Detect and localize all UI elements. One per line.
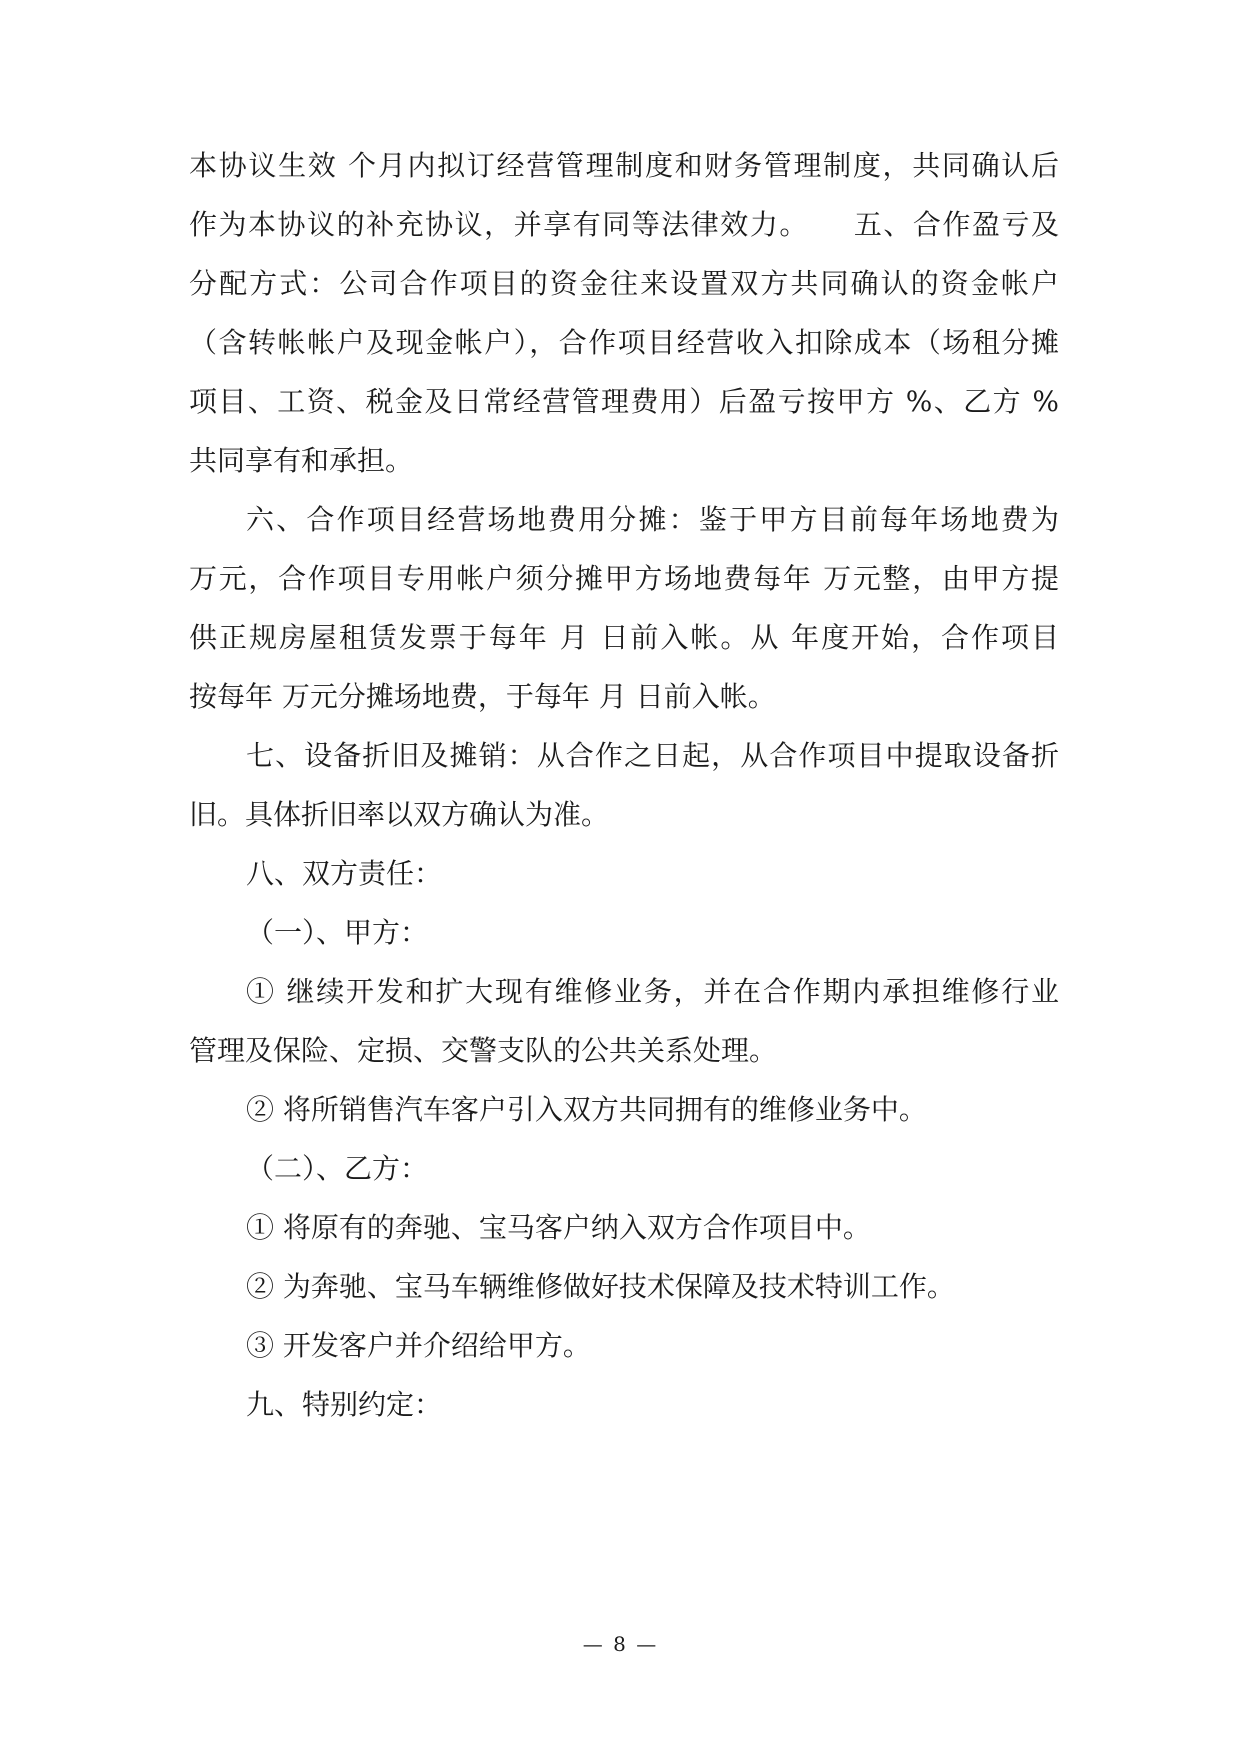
subsection-heading: （一）、甲方：	[246, 916, 429, 949]
text-line: 万元，合作项目专用帐户须分摊甲方场地费每年 万元整，由甲方提	[189, 562, 1059, 595]
list-item: ② 将所销售汽车客户引入双方共同拥有的维修业务中。	[246, 1093, 927, 1126]
text-line: 分配方式：公司合作项目的资金往来设置双方共同确认的资金帐户	[189, 267, 1059, 300]
text-line: 本协议生效 个月内拟订经营管理制度和财务管理制度，共同确认后	[189, 149, 1059, 182]
text-line: 按每年 万元分摊场地费，于每年 月 日前入帐。	[189, 680, 776, 713]
list-item: ② 为奔驰、宝马车辆维修做好技术保障及技术特训工作。	[246, 1270, 955, 1303]
text-line: 供正规房屋租赁发票于每年 月 日前入帐。从 年度开始，合作项目	[189, 621, 1059, 654]
text-line: 共同享有和承担。	[189, 444, 414, 477]
section-heading: 八、双方责任：	[246, 857, 443, 890]
list-item: ① 继续开发和扩大现有维修业务，并在合作期内承担维修行业	[246, 975, 1059, 1008]
text-line: 七、设备折旧及摊销：从合作之日起，从合作项目中提取设备折	[246, 739, 1059, 772]
list-item: ① 将原有的奔驰、宝马客户纳入双方合作项目中。	[246, 1211, 871, 1244]
text-line: 管理及保险、定损、交警支队的公共关系处理。	[189, 1034, 778, 1067]
text-line: 作为本协议的补充协议，并享有同等法律效力。 五、合作盈亏及	[189, 208, 1059, 241]
section-heading: 九、特别约定：	[246, 1388, 443, 1421]
page-number: — 8 —	[582, 1632, 659, 1656]
text-line: （含转帐帐户及现金帐户），合作项目经营收入扣除成本（场租分摊	[189, 326, 1059, 359]
text-line: 六、合作项目经营场地费用分摊：鉴于甲方目前每年场地费为	[246, 503, 1059, 536]
text-line: 旧。具体折旧率以双方确认为准。	[189, 798, 610, 831]
text-line: 项目、工资、税金及日常经营管理费用）后盈亏按甲方 %、乙方 %	[189, 385, 1059, 418]
subsection-heading: （二）、乙方：	[246, 1152, 429, 1185]
list-item: ③ 开发客户并介绍给甲方。	[246, 1329, 591, 1362]
